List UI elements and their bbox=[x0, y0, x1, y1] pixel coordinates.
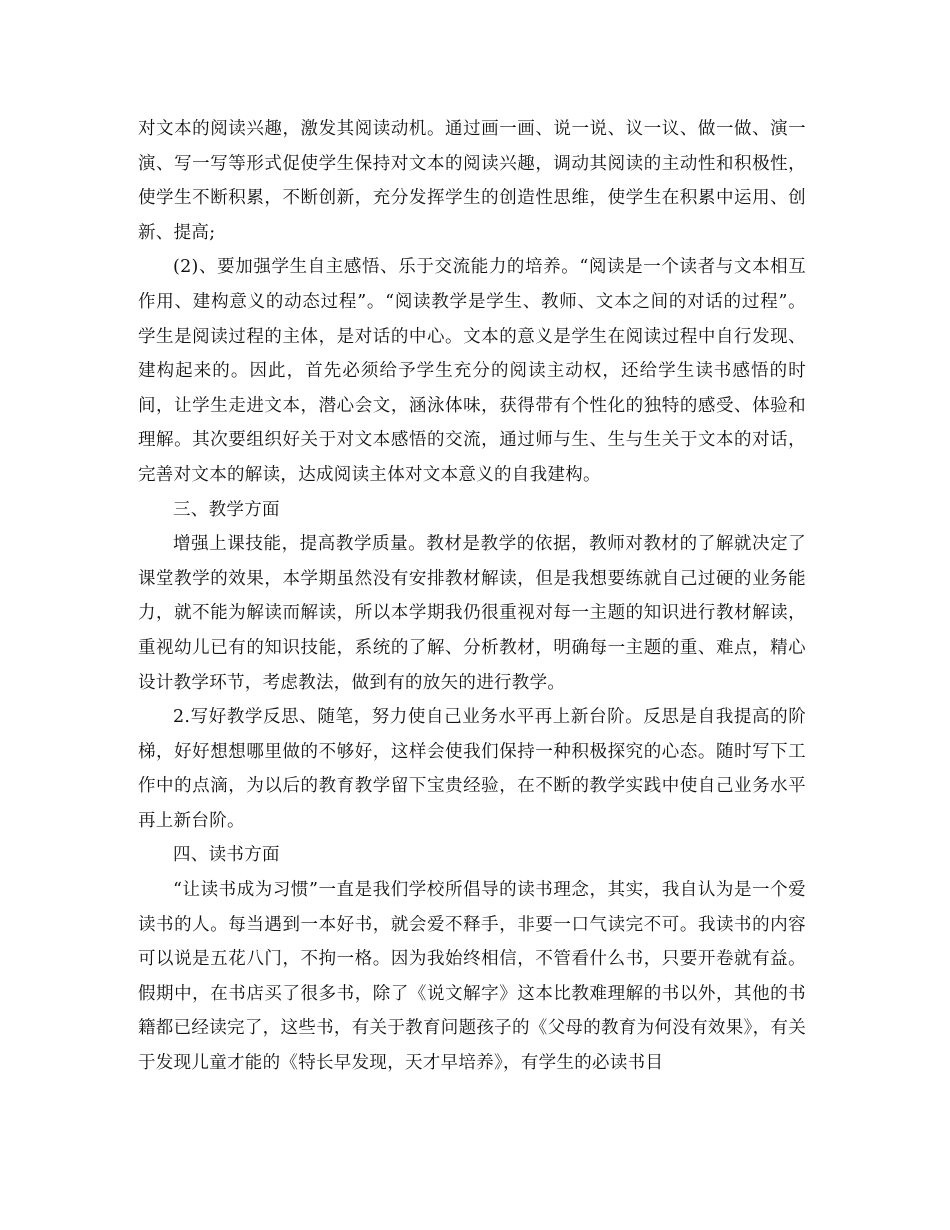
document-body bbox=[138, 112, 806, 1081]
paragraph-reading-habit: “让读书成为习惯”一直是我们学校所倡导的读书理念，其实，我自认为是一个爱读书的人。每当遇到一本好书，就会爱不释手，非要一口气读完不可。我读书的内容可以说是五花八门，不拘一格。因为我始终相信，不管看什么书，只要开卷就有益。假期中，在书店买了很多书，除了《说文解字》这本比教难理解的书以外，其他的书籍都已经读完了，这些书，有关于教育问题孩子的《父母的教育为何没有效果》，有关于发现儿童才能的《特长早发现，天才早培养》，有学生的必读书目 bbox=[138, 880, 806, 1074]
section-heading-teaching: 三、教学方面 bbox=[173, 499, 280, 520]
paragraph-teaching-reflection: 2.写好教学反思、随笔，努力使自己业务水平再上新台阶。反思是自我提高的阶梯，好好想想哪里做的不够好，这样会使我们保持一种积极探究的心态。随时写下工作中的点滴，为以后的教育教学留下宝贵经验，在不断的教学实践中使自己业务水平再上新台阶。 bbox=[138, 707, 806, 831]
paragraph-reading-interest: 对文本的阅读兴趣，激发其阅读动机。通过画一画、说一说、议一议、做一做、演一演、写一写等形式促使学生保持对文本的阅读兴趣，调动其阅读的主动性和积极性，使学生不断积累，不断创新，充分发挥学生的创造性思维，使学生在积累中运用、创新、提高; bbox=[138, 119, 806, 243]
paragraph-self-perception: (2)、要加强学生自主感悟、乐于交流能力的培养。“阅读是一个读者与文本相互作用、建构意义的动态过程”。“阅读教学是学生、教师、文本之间的对话的过程”。学生是阅读过程的主体，是对话的中心。文本的意义是学生在阅读过程中自行发现、建构起来的。因此，首先必须给予学生充分的阅读主动权，还给学生读书感悟的时间，让学生走进文本，潜心会文，涵泳体味，获得带有个性化的独特的感受、体验和理解。其次要组织好关于对文本感悟的交流，通过师与生、生与生关于文本的对话，完善对文本的解读，达成阅读主体对文本意义的自我建构。 bbox=[138, 257, 806, 485]
paragraph-teaching-skills: 增强上课技能，提高教学质量。教材是教学的依据，教师对教材的了解就决定了课堂教学的效果，本学期虽然没有安排教材解读，但是我想要练就自己过硬的业务能力，就不能为解读而解读，所以本学期我仍很重视对每一主题的知识进行教材解读，重视幼儿已有的知识技能，系统的了解、分析教材，明确每一主题的重、难点，精心设计教学环节，考虑教法，做到有的放矢的进行教学。 bbox=[138, 534, 806, 693]
section-heading-reading: 四、读书方面 bbox=[173, 845, 280, 866]
